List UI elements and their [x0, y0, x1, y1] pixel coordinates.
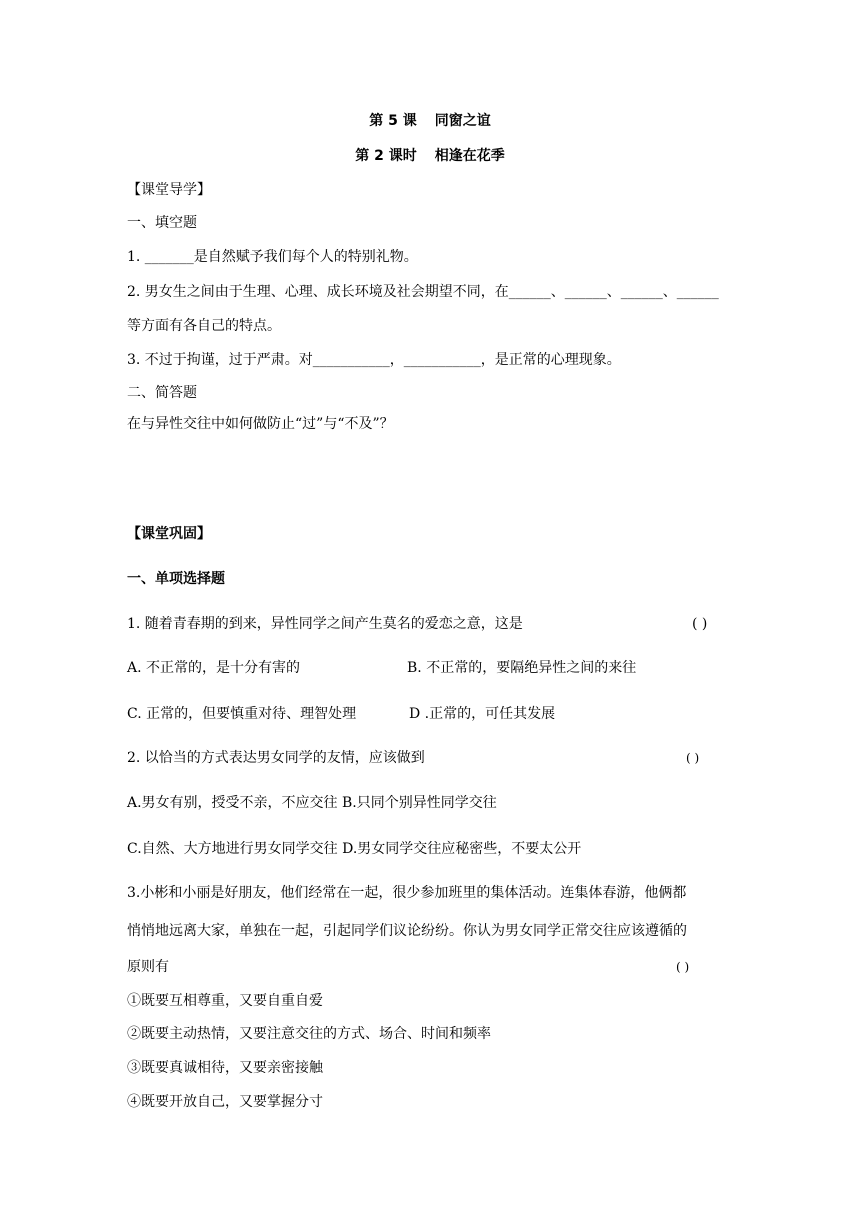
choice-question-3-line3: 原则有 — [127, 959, 169, 975]
short-answer-heading: 二、简答题 — [127, 385, 197, 401]
lesson-title — [0, 111, 860, 131]
choice-question-1-stem: 1. 随着青春期的到来，异性同学之间产生莫名的爱恋之意，这是 — [127, 616, 523, 632]
q1-option-c: C. 正常的，但要慎重对待、理智处理 — [127, 706, 357, 722]
choice-question-3-line1: 3.小彬和小丽是好朋友，他们经常在一起，很少参加班里的集体活动。连集体春游，他俩都 — [127, 885, 687, 901]
period-title — [0, 146, 860, 166]
q2-options-cd: C.自然、大方地进行男女同学交往 D.男女同学交往应秘密些，不要太公开 — [127, 841, 582, 857]
fill-question-2-line2: 等方面有各自己的特点。 — [127, 318, 281, 334]
choice-question-3-line2: 悄悄地远离大家，单独在一起，引起同学们议论纷纷。你认为男女同学正常交往应该遵循的 — [127, 923, 687, 939]
q1-option-a: A. 不正常的，是十分有害的 — [127, 660, 301, 676]
guide-heading: 【课堂导学】 — [127, 182, 211, 198]
fill-heading: 一、填空题 — [127, 215, 197, 231]
fill-question-3: 3. 不过于拘谨，过于严肃。对___________，___________，是正常的心理现象。 — [127, 352, 621, 368]
lesson-name: 同窗之谊 — [434, 113, 491, 129]
q1-option-b: B. 不正常的，要隔绝异性之间的来往 — [407, 660, 637, 676]
period-number: 第 2 课时 — [355, 148, 417, 164]
consolidate-heading: 【课堂巩固】 — [127, 526, 211, 542]
q3-statement-2: ②既要主动热情，又要注意交往的方式、场合、时间和频率 — [127, 1026, 491, 1042]
q1-option-d: D .正常的，可任其发展 — [409, 706, 556, 722]
fill-question-2-line1: 2. 男女生之间由于生理、心理、成长环境及社会期望不同，在______、______、______、______ — [127, 284, 719, 300]
answer-paren-2: ( ) — [686, 751, 700, 765]
short-answer-question: 在与异性交往中如何做防止“过”与“不及”？ — [127, 416, 394, 432]
period-name: 相逢在花季 — [434, 148, 505, 164]
q3-statement-1: ①既要互相尊重，又要自重自爱 — [127, 993, 323, 1009]
choice-heading: 一、单项选择题 — [127, 571, 225, 587]
answer-paren-1: ( ) — [692, 616, 708, 632]
choice-question-2-stem: 2. 以恰当的方式表达男女同学的友情，应该做到 — [127, 750, 425, 766]
fill-question-1: 1. _______是自然赋予我们每个人的特别礼物。 — [127, 249, 418, 265]
q3-statement-4: ④既要开放自己，又要掌握分寸 — [127, 1094, 323, 1110]
lesson-number: 第 5 课 — [369, 113, 417, 129]
answer-paren-3: ( ) — [676, 960, 690, 974]
q2-options-ab: A.男女有别，授受不亲，不应交往 B.只同个别异性同学交往 — [127, 795, 497, 811]
q3-statement-3: ③既要真诚相待，又要亲密接触 — [127, 1060, 323, 1076]
